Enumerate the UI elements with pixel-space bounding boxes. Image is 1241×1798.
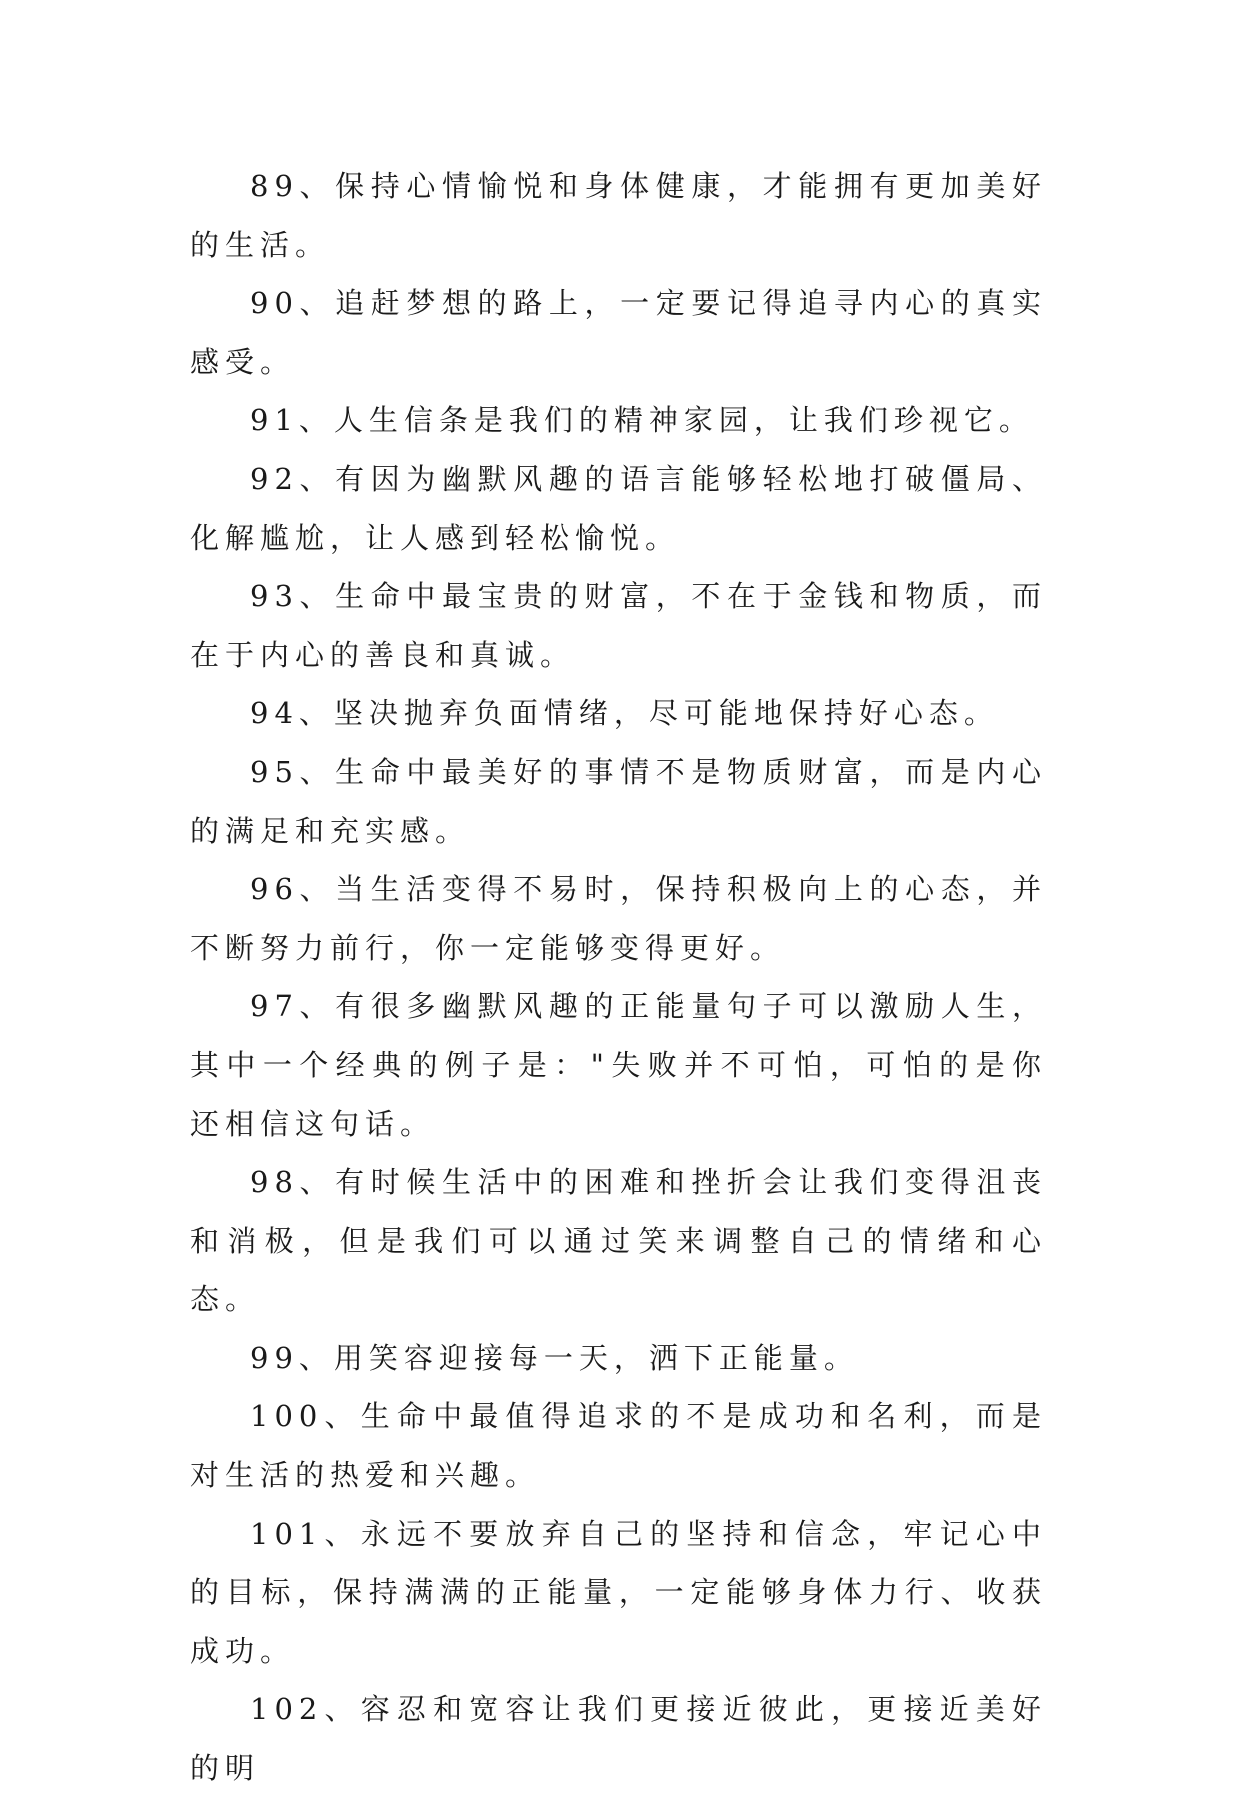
- document-body: [190, 157, 1047, 1798]
- paragraph-99: 99、用笑容迎接每一天，洒下正能量。: [250, 1340, 859, 1375]
- paragraph-94: 94、坚决抛弃负面情绪，尽可能地保持好心态。: [250, 696, 999, 731]
- paragraph-91: 91、人生信条是我们的精神家园，让我们珍视它。: [250, 403, 1034, 438]
- paragraph-95: 95、生命中最美好的事情不是物质财富，而是内心的满足和充实感。: [190, 754, 1047, 848]
- paragraph-90: 90、追赶梦想的路上，一定要记得追寻内心的真实感受。: [190, 286, 1047, 379]
- paragraph-100: 100、生命中最值得追求的不是成功和名利，而是对生活的热爱和兴趣。: [190, 1399, 1047, 1493]
- paragraph-92: 92、有因为幽默风趣的语言能够轻松地打破僵局、化解尴尬，让人感到轻松愉悦。: [190, 461, 1047, 555]
- paragraph-93: 93、生命中最宝贵的财富，不在于金钱和物质，而在于内心的善良和真诚。: [190, 579, 1047, 672]
- paragraph-101: 101、永远不要放弃自己的坚持和信念，牢记心中的目标，保持满满的正能量，一定能够身体力行、收获成功。: [190, 1516, 1047, 1668]
- paragraph-98: 98、有时候生活中的困难和挫折会让我们变得沮丧和消极，但是我们可以通过笑来调整自己的情绪和心态。: [190, 1165, 1047, 1317]
- paragraph-102: 102、容忍和宽容让我们更接近彼此，更接近美好的明: [190, 1692, 1047, 1786]
- paragraph-89: 89、保持心情愉悦和身体健康，才能拥有更加美好的生活。: [190, 169, 1047, 262]
- paragraph-96: 96、当生活变得不易时，保持积极向上的心态，并不断努力前行，你一定能够变得更好。: [190, 872, 1047, 965]
- paragraph-97: 97、有很多幽默风趣的正能量句子可以激励人生，其中一个经典的例子是："失败并不可怕，可怕的是你还相信这句话。: [190, 989, 1047, 1141]
